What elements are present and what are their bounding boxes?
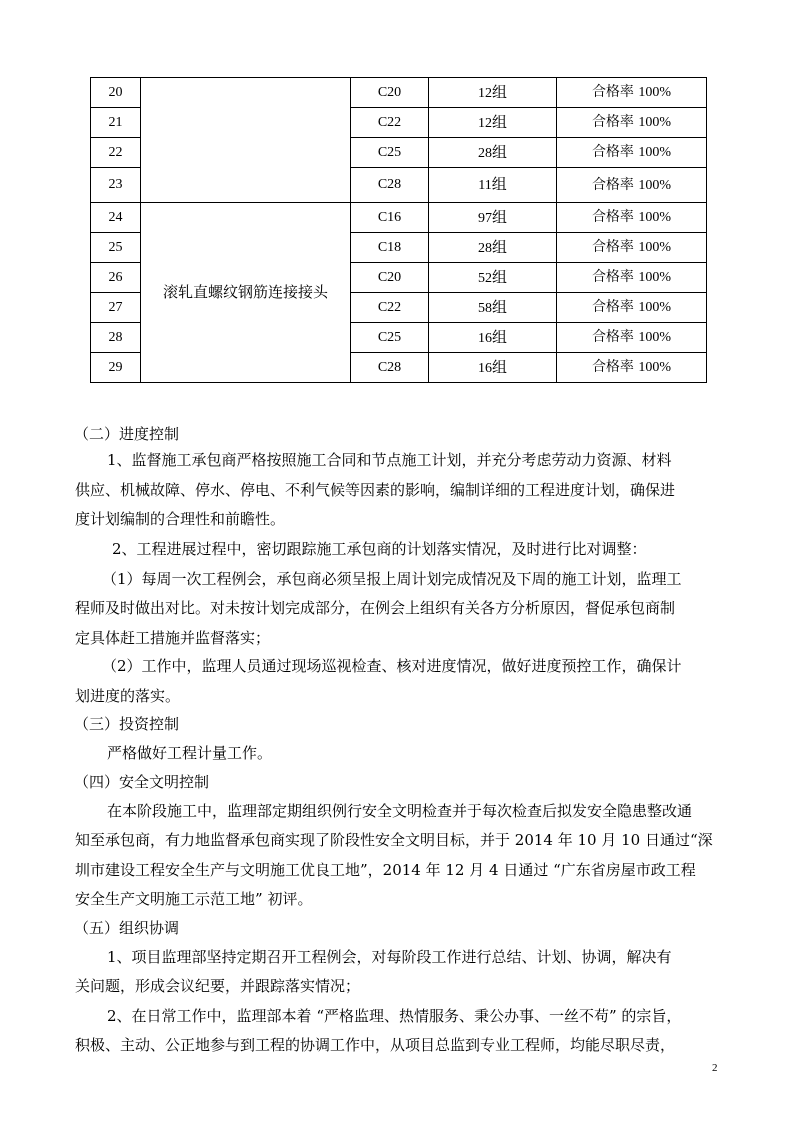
paragraph-line: 圳市建设工程安全生产与文明施工优良工地”，2014 年 12 月 4 日通过 “广东省房屋市政工程	[75, 861, 696, 879]
paragraph-line: 2、工程进展过程中，密切跟踪施工承包商的计划落实情况，及时进行比对调整：	[112, 540, 647, 558]
steel-grade: C20	[351, 263, 429, 293]
paragraph-line: 在本阶段施工中，监理部定期组织例行安全文明检查并于每次检查后拟发安全隐患整改通	[107, 802, 693, 820]
paragraph-line: 度计划编制的合理性和前瞻性。	[75, 510, 286, 528]
section-heading-coordination: （五）组织协调	[74, 919, 180, 937]
table-row	[91, 78, 707, 108]
row-number: 29	[91, 353, 141, 383]
paragraph-line: 1、项目监理部坚持定期召开工程例会，对每阶段工作进行总结、计划、协调，解决有	[107, 948, 672, 966]
paragraph-line: 划进度的落实。	[75, 687, 181, 705]
section-heading-investment: （三）投资控制	[74, 715, 180, 733]
sample-quantity: 28组	[429, 138, 557, 168]
sample-quantity: 16组	[429, 353, 557, 383]
row-number: 25	[91, 233, 141, 263]
pass-rate: 合格率 100%	[557, 138, 707, 168]
group-label-cell: 滚轧直螺纹钢筋连接接头	[141, 203, 351, 383]
sample-quantity: 52组	[429, 263, 557, 293]
steel-grade: C28	[351, 353, 429, 383]
paragraph-line: 2、在日常工作中，监理部本着 “严格监理、热情服务、秉公办事、一丝不苟” 的宗旨，	[107, 1007, 682, 1025]
row-number: 20	[91, 78, 141, 108]
steel-grade: C22	[351, 108, 429, 138]
table-row	[91, 203, 707, 233]
paragraph-line: 供应、机械故障、停水、停电、不利气候等因素的影响，编制详细的工程进度计划，确保进	[75, 481, 676, 499]
pass-rate: 合格率 100%	[557, 78, 707, 108]
steel-grade: C28	[351, 168, 429, 203]
page-number: 2	[712, 1062, 718, 1074]
pass-rate: 合格率 100%	[557, 323, 707, 353]
pass-rate: 合格率 100%	[557, 293, 707, 323]
pass-rate: 合格率 100%	[557, 108, 707, 138]
paragraph-line: （1）每周一次工程例会，承包商必须呈报上周计划完成情况及下周的施工计划，监理工	[102, 570, 682, 588]
pass-rate: 合格率 100%	[557, 263, 707, 293]
steel-grade: C25	[351, 323, 429, 353]
paragraph-line: 积极、主动、公正地参与到工程的协调工作中，从项目总监到专业工程师，均能尽职尽责，	[75, 1036, 676, 1054]
steel-grade: C20	[351, 78, 429, 108]
pass-rate: 合格率 100%	[557, 233, 707, 263]
sample-quantity: 97组	[429, 203, 557, 233]
sample-quantity: 28组	[429, 233, 557, 263]
row-number: 28	[91, 323, 141, 353]
paragraph-line: 严格做好工程计量工作。	[107, 744, 273, 762]
pass-rate: 合格率 100%	[557, 168, 707, 203]
steel-grade: C16	[351, 203, 429, 233]
paragraph-line: 安全生产文明施工示范工地” 初评。	[75, 890, 313, 908]
paragraph-line: 1、监督施工承包商严格按照施工合同和节点施工计划，并充分考虑劳动力资源、材料	[107, 451, 672, 469]
sample-quantity: 58组	[429, 293, 557, 323]
paragraph-line: 知至承包商，有力地监督承包商实现了阶段性安全文明目标，并于 2014 年 10 月 10 日通过“深	[75, 831, 713, 849]
paragraph-line: 定具体赶工措施并监督落实；	[75, 629, 271, 647]
section-heading-progress: （二）进度控制	[74, 425, 180, 443]
section-heading-safety: （四）安全文明控制	[74, 773, 210, 791]
sample-quantity: 16组	[429, 323, 557, 353]
row-number: 21	[91, 108, 141, 138]
sample-quantity: 11组	[429, 168, 557, 203]
pass-rate: 合格率 100%	[557, 203, 707, 233]
steel-grade: C25	[351, 138, 429, 168]
row-number: 23	[91, 168, 141, 203]
steel-grade: C18	[351, 233, 429, 263]
row-number: 27	[91, 293, 141, 323]
sample-quantity: 12组	[429, 108, 557, 138]
pass-rate: 合格率 100%	[557, 353, 707, 383]
inspection-results-table	[90, 77, 707, 383]
paragraph-line: 关问题，形成会议纪要，并跟踪落实情况；	[75, 977, 361, 995]
row-number: 26	[91, 263, 141, 293]
sample-quantity: 12组	[429, 78, 557, 108]
paragraph-line: 程师及时做出对比。对未按计划完成部分，在例会上组织有关各方分析原因，督促承包商制	[75, 599, 676, 617]
row-number: 22	[91, 138, 141, 168]
group-label-cell	[141, 78, 351, 203]
steel-grade: C22	[351, 293, 429, 323]
row-number: 24	[91, 203, 141, 233]
paragraph-line: （2）工作中，监理人员通过现场巡视检查、核对进度情况，做好进度预控工作，确保计	[102, 657, 682, 675]
